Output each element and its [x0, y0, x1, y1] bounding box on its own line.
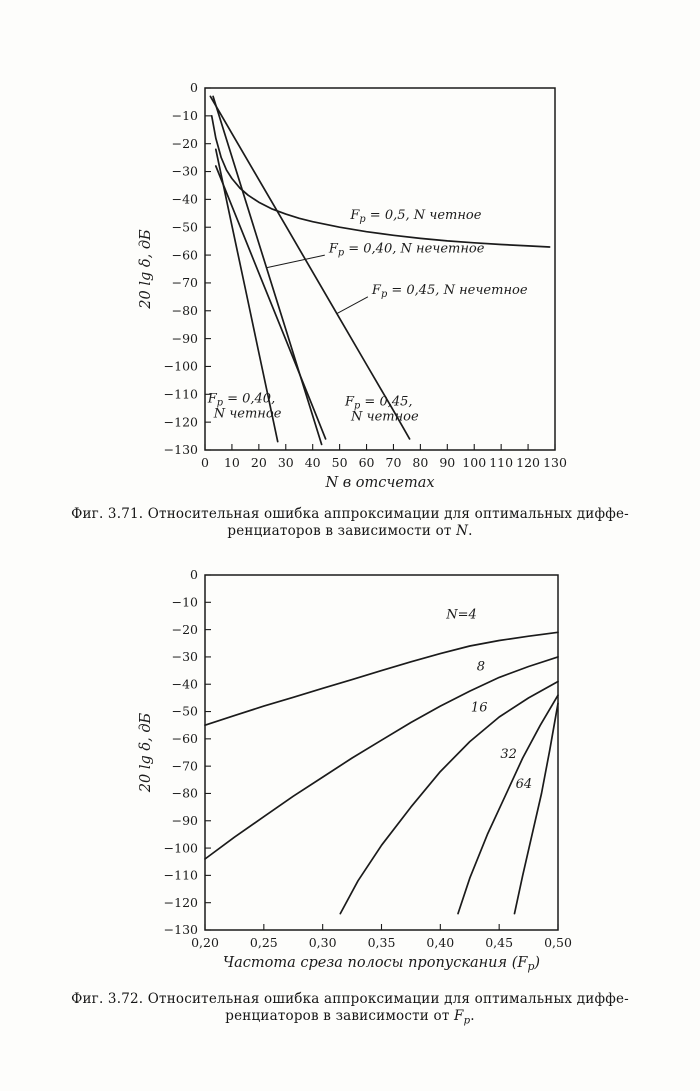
x-axis-tick-label: 0,35: [367, 935, 396, 950]
y-axis-title: 20 lg δ, дБ: [138, 229, 154, 309]
curve-label: 16: [470, 700, 488, 716]
y-axis-tick-label: −60: [171, 247, 198, 263]
curve-label: $F_p = 0,45$, N нечетное: [371, 283, 528, 301]
curve-label: $F_p = 0,5$, N четное: [350, 207, 482, 225]
caption-text: ренциаторов в зависимости от: [227, 522, 457, 539]
series-line: [340, 682, 558, 914]
y-axis-tick-label: −10: [171, 594, 198, 610]
x-axis-tick-label: 0,40: [426, 935, 455, 950]
y-axis-tick-label: −120: [163, 894, 198, 910]
x-axis-tick-label: 0,20: [191, 935, 219, 950]
y-axis-tick-label: −100: [163, 358, 198, 374]
y-axis-tick-label: −120: [163, 414, 198, 430]
curve-label: 8: [476, 659, 486, 675]
y-axis-tick-label: −20: [171, 135, 198, 151]
x-axis-title: Частота среза полосы пропускания $(F_p)$: [222, 955, 541, 973]
caption-line-2: [35, 523, 665, 540]
y-axis-tick-label: −50: [171, 703, 198, 719]
figure-3-72-caption: [35, 991, 665, 1030]
caption-period: .: [470, 1007, 475, 1024]
x-axis-tick-label: 0,50: [544, 935, 572, 950]
y-axis-tick-label: −110: [163, 867, 198, 883]
caption-line-1: Фиг. 3.72. Относительная ошибка аппроксимации для оптимальных диффе-: [71, 991, 629, 1007]
y-axis-tick-label: −80: [171, 785, 198, 801]
curve-label-leader-line: [267, 255, 325, 268]
x-axis-tick-label: 40: [304, 455, 321, 470]
y-axis-tick-label: −20: [171, 621, 198, 637]
curve-label: $F_p = 0,45$,: [345, 394, 413, 412]
x-axis-tick-label: 100: [462, 455, 487, 470]
x-axis-tick-label: 70: [385, 455, 402, 470]
y-axis-tick-label: −90: [171, 330, 198, 346]
x-axis-tick-label: 120: [516, 455, 541, 470]
x-axis-tick-label: 0,45: [485, 935, 514, 950]
curve-label: N четное: [213, 406, 282, 422]
x-axis-tick-label: 110: [489, 455, 514, 470]
figure-3-72-chart: [130, 565, 600, 985]
x-axis-tick-label: 0,30: [308, 935, 337, 950]
y-axis-tick-label: 0: [190, 567, 198, 583]
figure-3-71-chart: [130, 78, 590, 503]
x-axis-tick-label: 0: [201, 455, 209, 470]
y-axis-tick-label: −130: [163, 922, 198, 938]
y-axis-tick-label: −80: [171, 302, 198, 318]
y-axis-tick-label: −30: [171, 649, 198, 665]
caption-text: ренциаторов в зависимости от: [225, 1007, 454, 1024]
x-axis-tick-label: 20: [250, 455, 267, 470]
y-axis-tick-label: −70: [171, 758, 198, 774]
curve-label: 64: [515, 777, 533, 792]
y-axis-tick-label: −30: [171, 163, 198, 179]
curve-label: 32: [500, 746, 517, 762]
x-axis-tick-label: 90: [439, 455, 456, 470]
x-axis-tick-label: 0,25: [249, 935, 278, 950]
series-line: [458, 695, 558, 913]
x-axis-tick-label: 30: [277, 455, 294, 470]
series-line: [515, 703, 559, 913]
y-axis-tick-label: −70: [171, 275, 198, 291]
series-line: [205, 632, 558, 725]
y-axis-title: 20 lg δ, дБ: [138, 712, 154, 793]
curve-label-leader-line: [337, 297, 368, 314]
x-axis-tick-label: 60: [358, 455, 375, 470]
y-axis-tick-label: 0: [190, 80, 198, 96]
x-axis-tick-label: 10: [223, 455, 240, 470]
y-axis-tick-label: −40: [171, 676, 198, 692]
x-axis-tick-label: 80: [412, 455, 429, 470]
y-axis-tick-label: −100: [163, 840, 198, 856]
y-axis-tick-label: −10: [171, 108, 198, 124]
y-axis-tick-label: −60: [171, 731, 198, 747]
y-axis-tick-label: −40: [171, 191, 198, 207]
x-axis-title: N в отсчетах: [325, 475, 435, 491]
y-axis-tick-label: −50: [171, 219, 198, 235]
x-axis-tick-label: 130: [543, 455, 567, 470]
caption-math-variable: $F_p$: [453, 1007, 471, 1027]
curve-label: $F_p = 0,40$, N нечетное: [328, 241, 485, 259]
x-axis-tick-label: 50: [331, 455, 348, 470]
curve-label: $F_p = 0,40$,: [207, 391, 276, 409]
caption-period: .: [468, 522, 473, 539]
figure-3-71-caption: [35, 506, 665, 539]
caption-line-1: Фиг. 3.71. Относительная ошибка аппроксимации для оптимальных диффе-: [71, 506, 629, 522]
y-axis-tick-label: −130: [163, 442, 198, 458]
y-axis-tick-label: −110: [163, 386, 198, 402]
caption-math-variable: N: [456, 522, 469, 539]
caption-line-2: [35, 1008, 665, 1030]
series-line: [212, 116, 550, 247]
curve-label: N четное: [351, 409, 419, 425]
curve-label: N=4: [446, 607, 477, 623]
y-axis-tick-label: −90: [171, 812, 198, 828]
